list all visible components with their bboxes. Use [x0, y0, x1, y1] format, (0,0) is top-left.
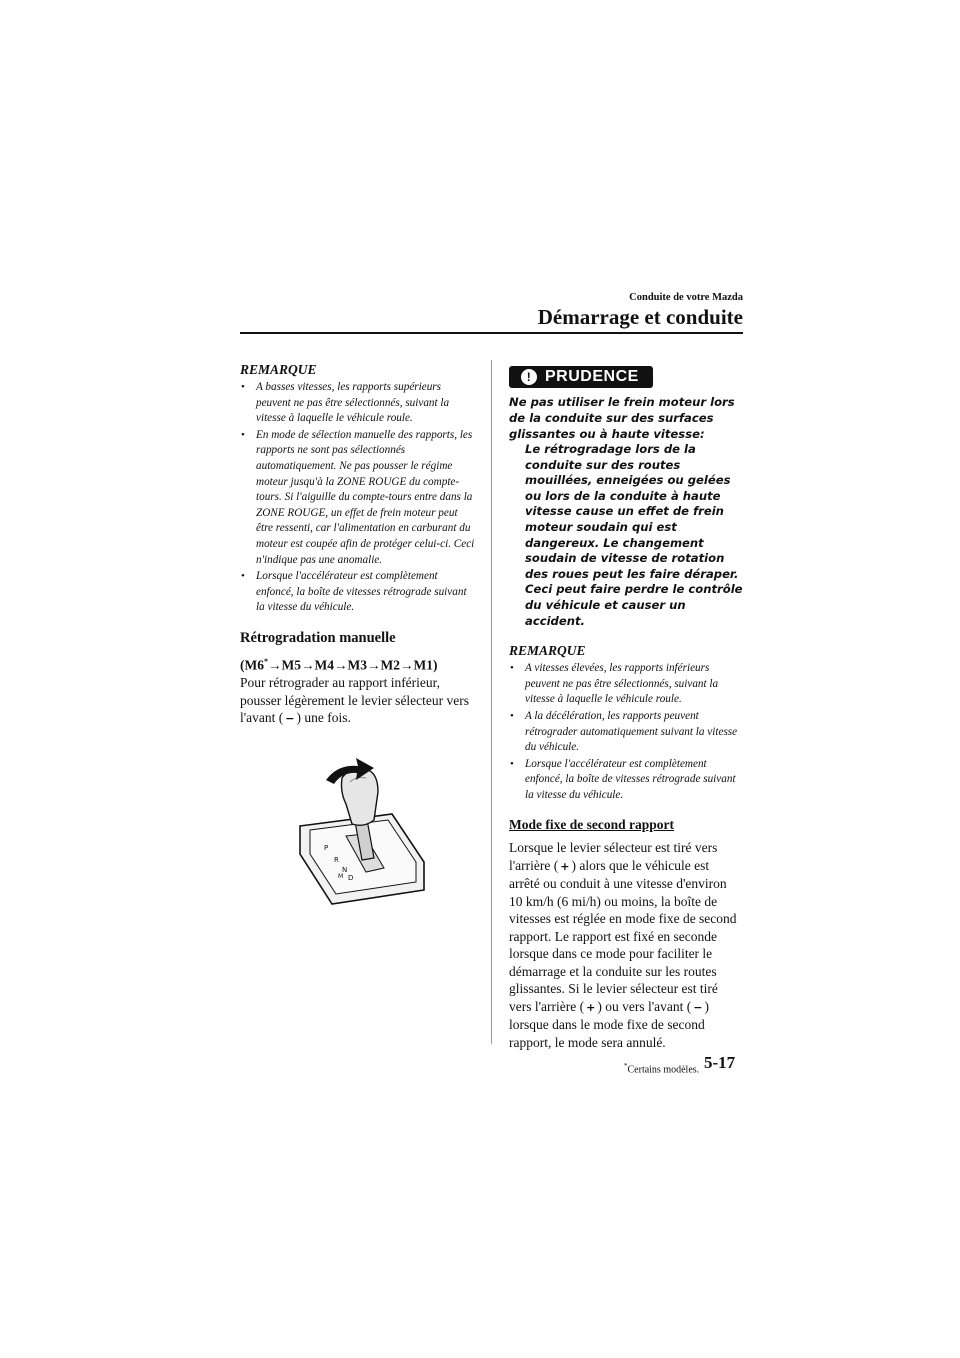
- chapter-header: Conduite de votre Mazda: [629, 292, 743, 303]
- remark-list: [240, 380, 476, 616]
- column-divider: [491, 360, 492, 1044]
- left-column: [240, 362, 476, 910]
- plus-icon: +: [560, 859, 570, 873]
- page-number: 5-17: [704, 1053, 736, 1072]
- paragraph-text: Lorsque le levier sélecteur est tiré vers l'arrière (: [509, 840, 718, 873]
- caution-body: Le rétrogradage lors de la conduite sur des routes mouillées, enneigées ou gelées ou lors de la conduite à haute vitesse cause un effet de frein moteur soudain qui est dangereux. Le changement soudain de vitesse de rotation des roues peut les faire déraper. Ceci peut faire perdre le contrôle du véhicule et causer un accident.: [525, 442, 743, 628]
- shift-lever-illustration: [294, 758, 430, 910]
- remark-item: • Lorsque l'accélérateur est complètement enfoncé, la boîte de vitesses rétrograde suivant la vitesse du véhicule.: [240, 569, 476, 616]
- svg-text:D: D: [348, 873, 354, 882]
- remark-item: • A vitesses élevées, les rapports inférieurs peuvent ne pas être sélectionnés, suivant la vitesse à laquelle le véhicule roule.: [509, 661, 743, 708]
- caution-banner: [509, 366, 653, 388]
- downshift-paragraph: [240, 674, 476, 728]
- caution-banner-label: PRUDENCE: [545, 368, 639, 385]
- gear-sequence: [240, 653, 476, 675]
- header-rule: [240, 332, 743, 334]
- second-gear-paragraph: [509, 839, 743, 1051]
- paragraph-text: ) alors que le véhicule est arrêté ou conduit à une vitesse d'environ 10 km/h (6 mi/h) ou moins, la boîte de vitesses est réglée en mode fixe de second rapport. Le rapport est fixé en seconde lorsque dans ce mode pour faciliter le démarrage et la conduite sur les routes glissantes. Si le levier sélecteur est tiré vers l'arrière (: [509, 857, 737, 1014]
- remark-item: • Lorsque l'accélérateur est complètement enfoncé, la boîte de vitesses rétrograde suivant la vitesse du véhicule.: [509, 757, 743, 804]
- remark-title: REMARQUE: [509, 643, 586, 659]
- remark-item: • En mode de sélection manuelle des rapports, les rapports ne sont pas sélectionnés automatiquement. Ne pas pousser le régime moteur jusqu'à la ZONE ROUGE du compte-tours. Si l'aiguille du compte-tours entre dans la ZONE ROUGE, un effet de frein moteur peut être ressenti, car l'alimentation en carburant du moteur est coupée afin de protéger celui-ci. Ceci n'indique pas une anomalie.: [240, 428, 476, 568]
- warning-icon: !: [521, 369, 537, 385]
- paragraph-text: ) lorsque dans le mode fixe de second rapport, le mode sera annulé.: [509, 998, 709, 1050]
- minus-icon: −: [693, 1000, 703, 1014]
- subsection-title: Mode fixe de second rapport: [509, 817, 674, 833]
- shift-lever-drawing: [294, 758, 430, 910]
- right-column: [509, 366, 743, 1051]
- section-header: Démarrage et conduite: [537, 305, 743, 329]
- footnote-text: Certains modèles.: [627, 1064, 700, 1076]
- svg-text:M: M: [338, 872, 344, 880]
- svg-text:N: N: [342, 865, 348, 874]
- paragraph-text: Pour rétrograder au rapport inférieur, pousser légèrement le levier sélecteur vers l'avant (: [240, 675, 470, 726]
- remark-list: [509, 661, 743, 803]
- remark-title: REMARQUE: [240, 362, 317, 377]
- remark-item: • A la décélération, les rapports peuvent rétrograder automatiquement suivant la vitesse du véhicule.: [509, 709, 743, 756]
- gear-rest: →M5→M4→M3→M2→M1): [268, 657, 438, 673]
- paragraph-text: ) une fois.: [296, 710, 351, 726]
- minus-icon: −: [285, 712, 295, 726]
- paragraph-text: ) ou vers l'avant (: [597, 998, 692, 1014]
- plus-icon: +: [586, 1000, 596, 1014]
- footnote-star: *: [264, 656, 268, 666]
- svg-text:R: R: [334, 855, 339, 864]
- footnote: [624, 1062, 699, 1075]
- remark-item: • A basses vitesses, les rapports supérieurs peuvent ne pas être sélectionnés, suivant la vitesse à laquelle le véhicule roule.: [240, 380, 476, 427]
- svg-text:P: P: [324, 843, 329, 852]
- caution-lead: Ne pas utiliser le frein moteur lors de la conduite sur des surfaces glissantes ou à haute vitesse:: [509, 395, 735, 441]
- gear-prefix: (M6: [240, 657, 264, 673]
- section-title: Rétrogradation manuelle: [240, 629, 396, 646]
- footnote-star: *: [624, 1062, 628, 1070]
